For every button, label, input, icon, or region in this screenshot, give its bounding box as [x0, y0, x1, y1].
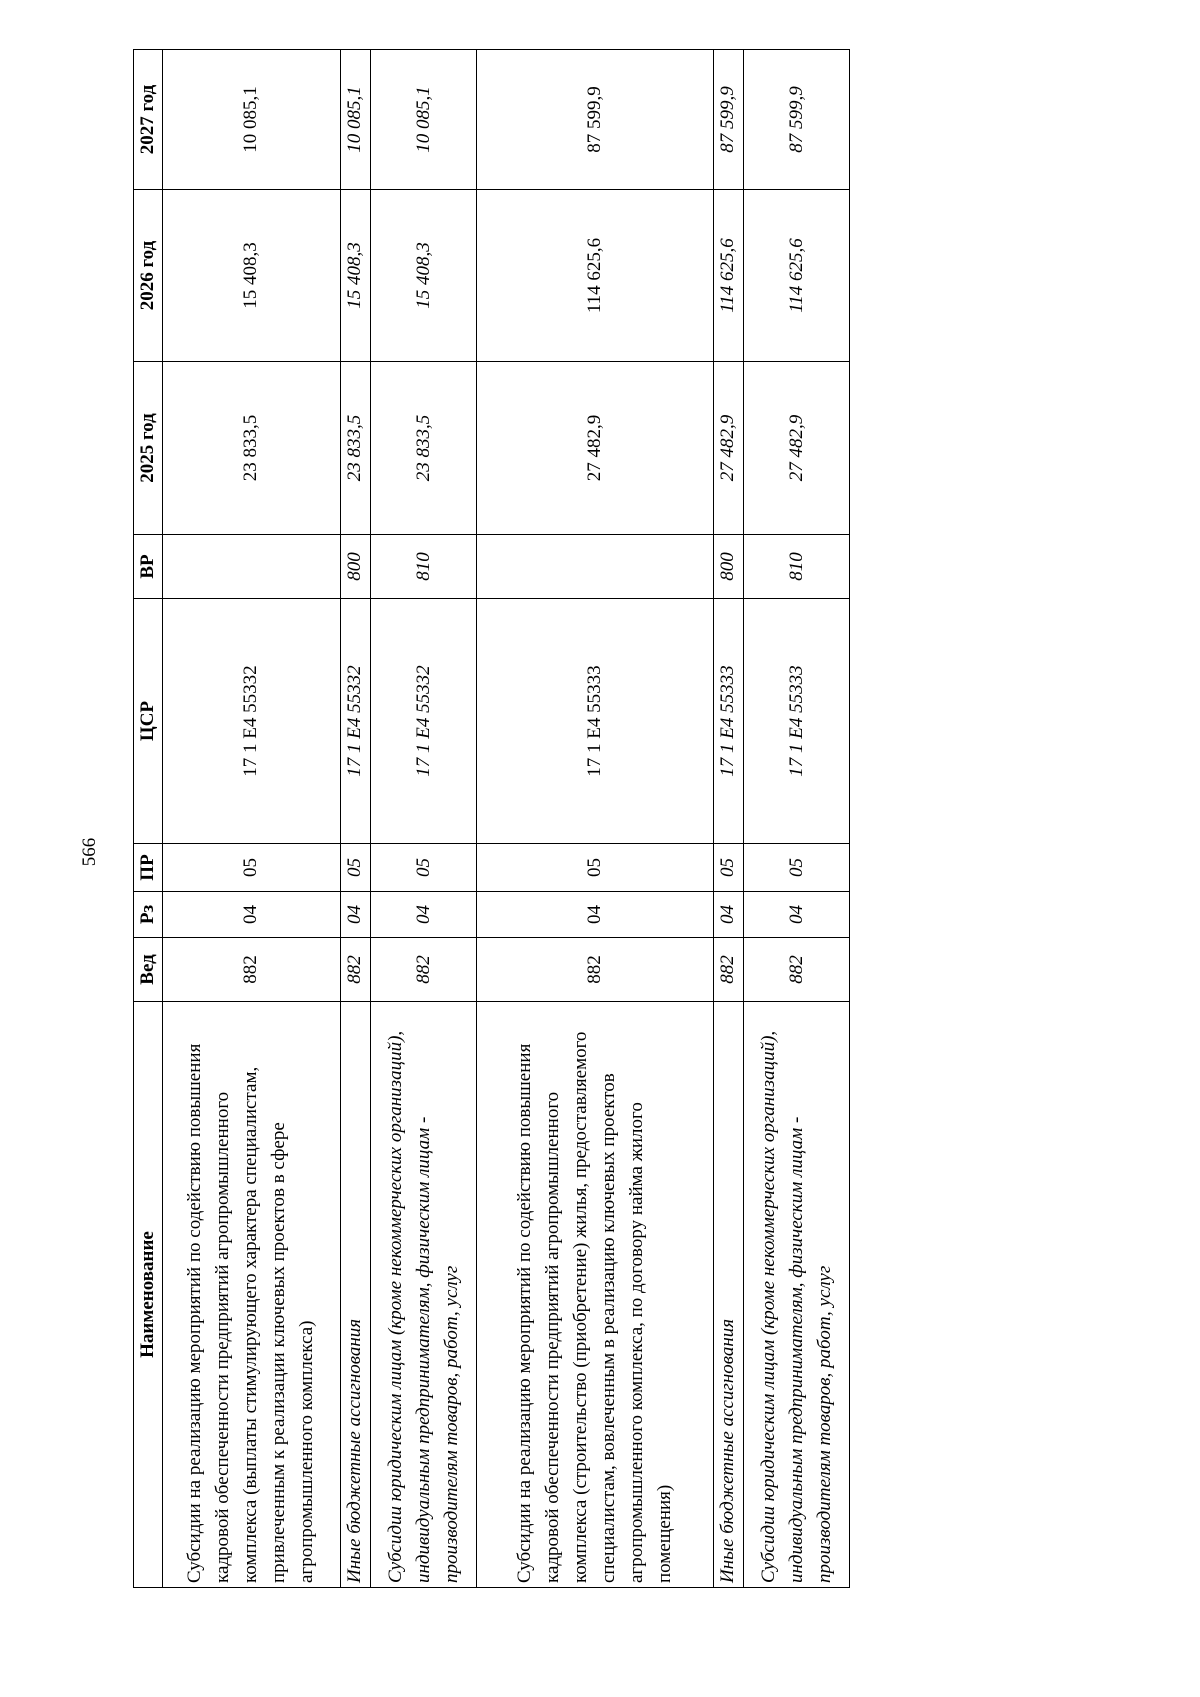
row-rz: 04: [713, 892, 744, 938]
table-row: [371, 50, 477, 1588]
header-year-2025: 2025 год: [134, 362, 163, 535]
row-ved: 882: [713, 938, 744, 1002]
row-amount-2027: 87 599,9: [713, 50, 744, 190]
row-amount-2025: 27 482,9: [476, 362, 713, 535]
row-csr: 17 1 Е4 55332: [163, 599, 341, 844]
row-vr: 810: [744, 535, 850, 599]
row-csr: 17 1 Е4 55333: [713, 599, 744, 844]
row-vr: 810: [371, 535, 477, 599]
row-csr: 17 1 Е4 55332: [340, 599, 371, 844]
row-amount-2026: 15 408,3: [371, 190, 477, 362]
row-name: Субсидии юридическим лицам (кроме некоммерческих организаций), индивидуальным предпринимателям, физическим лицам - производителям товаров, работ, услуг: [371, 1002, 477, 1588]
row-amount-2027: 10 085,1: [163, 50, 341, 190]
row-amount-2025: 23 833,5: [371, 362, 477, 535]
header-ved: Вед: [134, 938, 163, 1002]
row-amount-2027: 10 085,1: [340, 50, 371, 190]
header-csr: ЦСР: [134, 599, 163, 844]
row-rz: 04: [744, 892, 850, 938]
row-name: Иные бюджетные ассигнования: [340, 1002, 371, 1588]
row-amount-2027: 87 599,9: [476, 50, 713, 190]
rotated-table-wrapper: [133, 78, 850, 1588]
header-name: Наименование: [134, 1002, 163, 1588]
row-csr: 17 1 Е4 55333: [744, 599, 850, 844]
row-vr: 800: [713, 535, 744, 599]
row-ved: 882: [371, 938, 477, 1002]
row-amount-2026: 114 625,6: [713, 190, 744, 362]
row-csr: 17 1 Е4 55333: [476, 599, 713, 844]
row-amount-2026: 114 625,6: [476, 190, 713, 362]
row-amount-2026: 114 625,6: [744, 190, 850, 362]
header-vr: ВР: [134, 535, 163, 599]
row-vr: 800: [340, 535, 371, 599]
row-ved: 882: [163, 938, 341, 1002]
row-amount-2025: 23 833,5: [163, 362, 341, 535]
table-row: [713, 50, 744, 1588]
row-ved: 882: [744, 938, 850, 1002]
page-number: 566: [79, 837, 100, 867]
table-row: [476, 50, 713, 1588]
row-name: Иные бюджетные ассигнования: [713, 1002, 744, 1588]
table-header-row: [134, 50, 163, 1588]
table-row: [744, 50, 850, 1588]
table-row: [340, 50, 371, 1588]
row-amount-2027: 87 599,9: [744, 50, 850, 190]
row-pr: 05: [163, 844, 341, 892]
row-csr: 17 1 Е4 55332: [371, 599, 477, 844]
row-amount-2025: 27 482,9: [713, 362, 744, 535]
budget-table: [133, 49, 850, 1588]
row-pr: 05: [476, 844, 713, 892]
row-name: Субсидии юридическим лицам (кроме некоммерческих организаций), индивидуальным предпринимателям, физическим лицам - производителям товаров, работ, услуг: [744, 1002, 850, 1588]
row-pr: 05: [713, 844, 744, 892]
row-name: Субсидии на реализацию мероприятий по содействию повышения кадровой обеспеченности предприятий агропромышленного комплекса (строительство (приобретение) жилья, предоставляемого специалистам, вовлеченным в реализацию ключевых проектов агропромышленного комплекса, по договору найма жилого помещения): [476, 1002, 713, 1588]
table-row: [163, 50, 341, 1588]
header-pr: ПР: [134, 844, 163, 892]
row-amount-2025: 23 833,5: [340, 362, 371, 535]
row-rz: 04: [476, 892, 713, 938]
row-pr: 05: [371, 844, 477, 892]
row-amount-2025: 27 482,9: [744, 362, 850, 535]
header-year-2026: 2026 год: [134, 190, 163, 362]
row-rz: 04: [371, 892, 477, 938]
row-pr: 05: [744, 844, 850, 892]
row-ved: 882: [340, 938, 371, 1002]
row-rz: 04: [163, 892, 341, 938]
row-amount-2026: 15 408,3: [163, 190, 341, 362]
row-rz: 04: [340, 892, 371, 938]
row-vr: [476, 535, 713, 599]
header-rz: Рз: [134, 892, 163, 938]
row-ved: 882: [476, 938, 713, 1002]
header-year-2027: 2027 год: [134, 50, 163, 190]
row-amount-2027: 10 085,1: [371, 50, 477, 190]
row-vr: [163, 535, 341, 599]
row-name: Субсидии на реализацию мероприятий по содействию повышения кадровой обеспеченности предприятий агропромышленного комплекса (выплаты стимулирующего характера специалистам, привлеченным к реализации ключевых проектов в сфере агропромышленного комплекса): [163, 1002, 341, 1588]
row-pr: 05: [340, 844, 371, 892]
row-amount-2026: 15 408,3: [340, 190, 371, 362]
